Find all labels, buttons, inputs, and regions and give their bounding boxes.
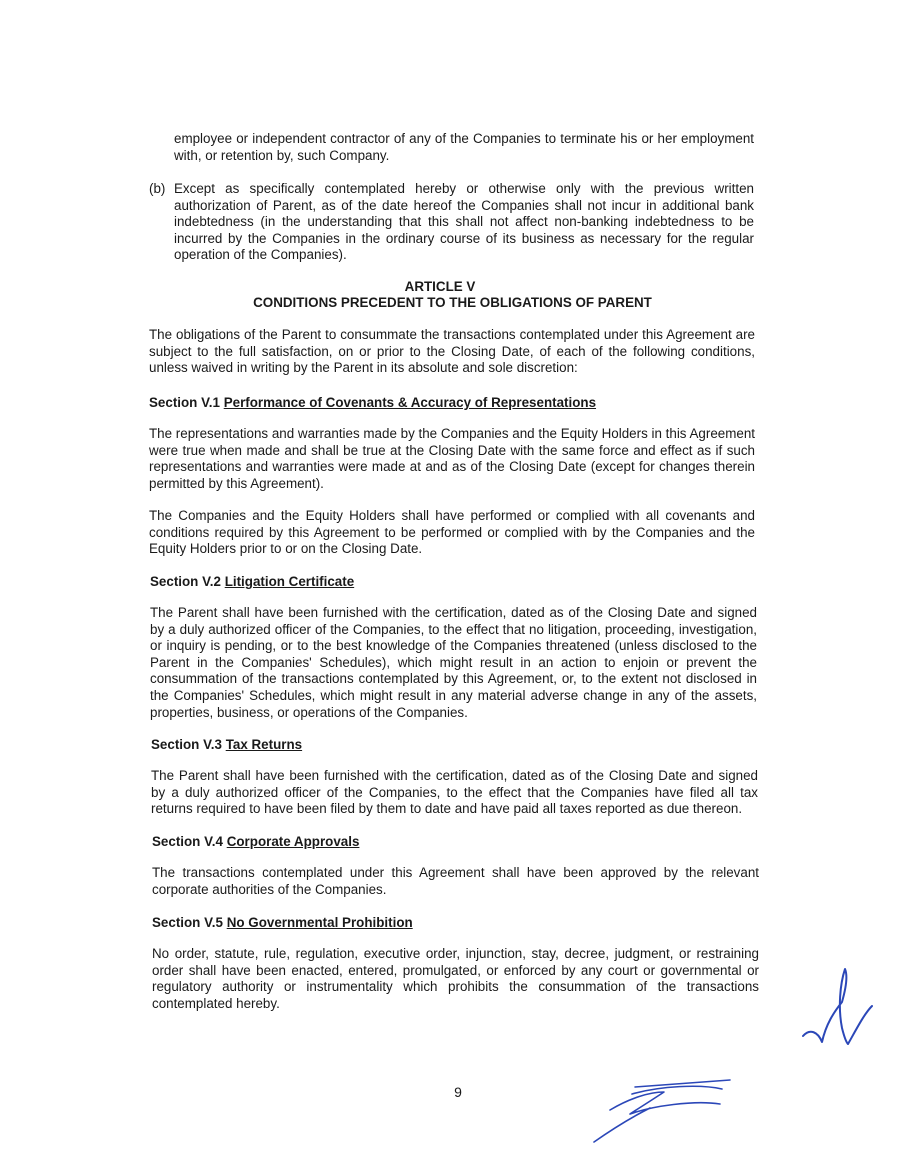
section-paragraph: The Parent shall have been furnished with the certification, dated as of the Closing Date and signed by a duly authorized officer of the Companies, to the effect that the Companies have filed all tax returns required to have been filed by them to date and have paid all taxes reported as due thereon.	[151, 768, 758, 817]
section-number: Section V.1	[149, 395, 220, 410]
section-number: Section V.5	[152, 915, 223, 930]
section-title: Corporate Approvals	[226, 834, 360, 849]
section-paragraph: The Companies and the Equity Holders shall have performed or complied with all covenants and conditions required by this Agreement to be performed or complied with by the Companies and the Equity Holders prior to or on the Closing Date.	[149, 508, 755, 557]
section-title: Tax Returns	[225, 737, 303, 752]
section-paragraph: No order, statute, rule, regulation, executive order, injunction, stay, decree, judgment, or restraining order shall have been enacted, entered, promulgated, or enforced by any court or governmental or regulatory authority or instrumentality which prohibits the consummation of the transactions contemplated hereby.	[152, 946, 759, 1011]
section-title: Performance of Covenants & Accuracy of Representations	[223, 395, 597, 410]
page-number: 9	[454, 1084, 462, 1100]
section-title: No Governmental Prohibition	[226, 915, 413, 930]
section-paragraph: The representations and warranties made by the Companies and the Equity Holders in this Agreement were true when made and shall be true at the Closing Date with the same force and effect as if such representations and warranties were made at and as of the Closing Date (except for changes therein permitted by this Agreement).	[149, 426, 755, 491]
intro-paragraph: The obligations of the Parent to consummate the transactions contemplated under this Agreement are subject to the full satisfaction, on or prior to the Closing Date, of each of the following conditions, unless waived in writing by the Parent in its absolute and sole discretion:	[149, 327, 755, 376]
continuation-paragraph: employee or independent contractor of any of the Companies to terminate his or her employment with, or retention by, such Company.	[174, 131, 754, 163]
section-heading-v4	[152, 834, 359, 851]
section-number: Section V.3	[151, 737, 222, 752]
handwritten-signature	[590, 1070, 740, 1150]
signature-stroke	[594, 1080, 730, 1142]
article-number: ARTICLE V	[404, 279, 476, 294]
section-paragraph: The Parent shall have been furnished with the certification, dated as of the Closing Date and signed by a duly authorized officer of the Companies, to the effect that no litigation, proceeding, investigation, or inquiry is pending, or to the best knowledge of the Companies threatened (unless disclosed to the Parent in the Companies' Schedules), which might result in an action to enjoin or prevent the consummation of the transactions contemplated by this Agreement, or, to the extent not disclosed in the Companies' Schedules, which might result in any material adverse change in any of the assets, properties, business, or operations of the Companies.	[150, 605, 757, 720]
section-title: Litigation Certificate	[224, 574, 355, 589]
list-item-text: Except as specifically contemplated hereby or otherwise only with the previous written authorization of Parent, as of the date hereof the Companies shall not incur in additional bank indebtedness (in the understanding that this shall not affect non-banking indebtedness to be incurred by the Companies in the ordinary course of its business as necessary for the regular operation of the Companies).	[174, 181, 754, 263]
article-title: CONDITIONS PRECEDENT TO THE OBLIGATIONS OF PARENT	[253, 295, 652, 310]
section-heading-v1	[149, 395, 596, 412]
initials-stroke	[803, 969, 872, 1044]
list-item-label: (b)	[149, 181, 166, 196]
list-item-b	[149, 181, 754, 264]
section-number: Section V.2	[150, 574, 221, 589]
section-heading-v3	[151, 737, 302, 754]
section-heading-v5	[152, 915, 413, 932]
section-heading-v2	[150, 574, 354, 591]
section-paragraph: The transactions contemplated under this Agreement shall have been approved by the relevant corporate authorities of the Companies.	[152, 865, 759, 897]
section-number: Section V.4	[152, 834, 223, 849]
handwritten-initials	[798, 962, 884, 1052]
